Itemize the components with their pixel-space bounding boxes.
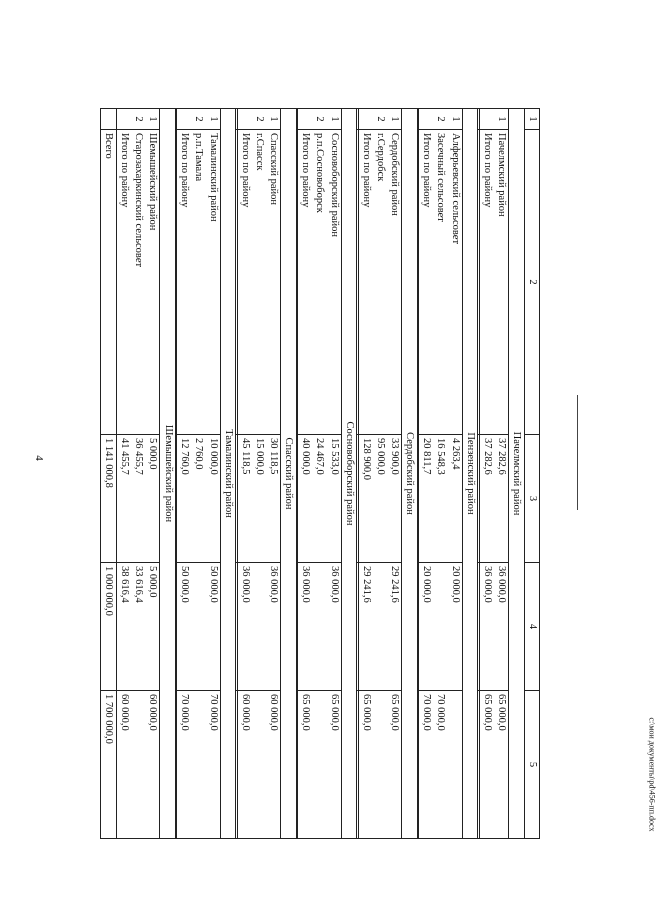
row-value-col5	[312, 691, 326, 839]
row-value-col4: 36 000,0	[494, 563, 509, 691]
row-value-col5: 65 000,0	[494, 691, 509, 839]
row-value-col4	[433, 563, 447, 691]
row-number: 1	[206, 109, 221, 130]
row-name: Итого по району	[237, 130, 252, 435]
table-row	[252, 109, 266, 839]
row-number: 2	[433, 109, 447, 130]
row-value-col3: 40 000,0	[298, 435, 313, 563]
row-value-col5: 65 000,0	[479, 691, 494, 839]
page-number: 4	[32, 455, 45, 461]
row-value-col4: 29 241,6	[387, 563, 402, 691]
row-name: Итого по району	[479, 130, 494, 435]
spacer-cell	[357, 130, 358, 435]
spacer-cell	[236, 691, 237, 839]
section-title: Спасский район	[281, 109, 296, 839]
row-value-col4: 36 000,0	[237, 563, 252, 691]
row-value-col5	[373, 691, 387, 839]
section-title-row	[402, 109, 417, 839]
table-row	[419, 109, 434, 839]
spacer-cell	[296, 563, 297, 691]
spacer-cell	[478, 691, 479, 839]
row-value-col4	[191, 563, 205, 691]
column-header-3: 3	[524, 435, 539, 563]
row-value-col4: 38 616,4	[116, 563, 131, 691]
row-value-col5: 65 000,0	[387, 691, 402, 839]
spacer-cell	[175, 435, 176, 563]
section-title: Тамалинский район	[220, 109, 235, 839]
section-title: Сосновоборский район	[341, 109, 356, 839]
row-name: Итого по району	[358, 130, 373, 435]
section-title-row	[160, 109, 175, 839]
footer-file-path: c:\мои документы\pd\456-пп.docx	[647, 717, 657, 832]
row-number: 1	[494, 109, 509, 130]
spacer-cell	[357, 691, 358, 839]
total-label: Всего	[101, 130, 117, 435]
row-value-col4	[373, 563, 387, 691]
table-row	[358, 109, 373, 839]
section-title: Пачелмский район	[509, 109, 524, 839]
footnote-rule	[577, 395, 578, 510]
table-row	[494, 109, 509, 839]
row-value-col3: 10 000,0	[206, 435, 221, 563]
row-value-col5	[131, 691, 145, 839]
spacer-cell	[357, 563, 358, 691]
row-value-col3: 95 000,0	[373, 435, 387, 563]
row-number	[237, 109, 252, 130]
row-value-col3: 37 282,6	[479, 435, 494, 563]
row-value-col5: 65 000,0	[298, 691, 313, 839]
row-value-col4: 20 000,0	[419, 563, 434, 691]
spacer-cell	[236, 109, 237, 130]
row-value-col3: 37 282,6	[494, 435, 509, 563]
row-value-col3: 20 811,7	[419, 435, 434, 563]
row-number: 2	[373, 109, 387, 130]
table-row	[177, 109, 192, 839]
spacer-cell	[236, 563, 237, 691]
row-value-col4: 33 616,4	[131, 563, 145, 691]
spacer-row	[417, 109, 418, 839]
row-name: Алферьевский сельсовет	[447, 130, 462, 435]
row-value-col3: 12 760,0	[177, 435, 192, 563]
row-name: Итого по району	[419, 130, 434, 435]
spacer-row	[296, 109, 297, 839]
row-name: Старозахаркинский сельсовет	[131, 130, 145, 435]
row-value-col4: 50 000,0	[206, 563, 221, 691]
row-name: Итого по району	[298, 130, 313, 435]
row-value-col4: 20 000,0	[447, 563, 462, 691]
row-value-col4	[312, 563, 326, 691]
row-value-col3: 15 000,0	[252, 435, 266, 563]
spacer-cell	[296, 691, 297, 839]
budget-table-rotated	[100, 108, 540, 838]
row-value-col3: 33 900,0	[387, 435, 402, 563]
row-number: 2	[191, 109, 205, 130]
spacer-cell	[175, 130, 176, 435]
spacer-cell	[478, 109, 479, 130]
row-number: 2	[252, 109, 266, 130]
table-row	[237, 109, 252, 839]
section-title: Пензенский район	[462, 109, 477, 839]
row-value-col5: 70 000,0	[419, 691, 434, 839]
table-header-row	[524, 109, 539, 839]
row-value-col3: 5 000,0	[145, 435, 160, 563]
row-name: Итого по району	[116, 130, 131, 435]
spacer-cell	[417, 130, 418, 435]
spacer-cell	[175, 691, 176, 839]
row-value-col3: 128 900,0	[358, 435, 373, 563]
row-name: р.п.Тамала	[191, 130, 205, 435]
row-value-col5	[252, 691, 266, 839]
row-number: 2	[312, 109, 326, 130]
row-value-col3: 36 455,7	[131, 435, 145, 563]
row-value-col5	[191, 691, 205, 839]
table-row	[191, 109, 205, 839]
row-value-col4: 5 000,0	[145, 563, 160, 691]
row-value-col5: 60 000,0	[266, 691, 281, 839]
spacer-cell	[296, 109, 297, 130]
row-value-col4: 36 000,0	[266, 563, 281, 691]
spacer-cell	[296, 435, 297, 563]
spacer-cell	[417, 563, 418, 691]
row-number	[479, 109, 494, 130]
table-row	[206, 109, 221, 839]
column-header-4: 4	[524, 563, 539, 691]
table-row	[447, 109, 462, 839]
row-value-col5: 65 000,0	[326, 691, 341, 839]
row-value-col4: 36 000,0	[479, 563, 494, 691]
row-value-col3: 4 263,4	[447, 435, 462, 563]
row-value-col3: 24 467,0	[312, 435, 326, 563]
row-name: Шемышейский район	[145, 130, 160, 435]
row-value-col4: 50 000,0	[177, 563, 192, 691]
row-name: г.Сердобск	[373, 130, 387, 435]
row-name: Тамалинский район	[206, 130, 221, 435]
spacer-cell	[417, 691, 418, 839]
spacer-cell	[236, 435, 237, 563]
section-title: Шемышейский район	[160, 109, 175, 839]
row-value-col4	[252, 563, 266, 691]
section-title-row	[509, 109, 524, 839]
row-value-col5: 60 000,0	[116, 691, 131, 839]
row-value-col3: 16 548,3	[433, 435, 447, 563]
table-row	[145, 109, 160, 839]
spacer-cell	[357, 435, 358, 563]
spacer-row	[478, 109, 479, 839]
table-row	[326, 109, 341, 839]
spacer-cell	[478, 435, 479, 563]
spacer-cell	[236, 130, 237, 435]
section-title: Сердобский район	[402, 109, 417, 839]
row-number	[177, 109, 192, 130]
row-number: 2	[131, 109, 145, 130]
total-col3: 1 141 000,8	[101, 435, 117, 563]
section-title-row	[220, 109, 235, 839]
table-row	[312, 109, 326, 839]
column-header-2: 2	[524, 130, 539, 435]
row-name: Пачелмский район	[494, 130, 509, 435]
row-value-col4: 36 000,0	[298, 563, 313, 691]
table-row	[479, 109, 494, 839]
row-value-col5	[447, 691, 462, 839]
budget-table-area	[100, 108, 540, 838]
total-number	[101, 109, 117, 130]
row-value-col5: 60 000,0	[145, 691, 160, 839]
row-value-col5: 60 000,0	[237, 691, 252, 839]
spacer-cell	[357, 109, 358, 130]
row-value-col5: 65 000,0	[358, 691, 373, 839]
row-name: Засечный сельсовет	[433, 130, 447, 435]
row-number: 1	[447, 109, 462, 130]
table-row	[433, 109, 447, 839]
spacer-cell	[417, 435, 418, 563]
row-number: 1	[326, 109, 341, 130]
table-row	[266, 109, 281, 839]
row-name: Сосновоборский район	[326, 130, 341, 435]
table-row	[116, 109, 131, 839]
row-value-col5: 70 000,0	[206, 691, 221, 839]
row-name: Спасский район	[266, 130, 281, 435]
section-title-row	[462, 109, 477, 839]
row-number	[358, 109, 373, 130]
table-row	[131, 109, 145, 839]
spacer-row	[175, 109, 176, 839]
column-header-5: 5	[524, 691, 539, 839]
row-value-col4: 29 241,6	[358, 563, 373, 691]
row-value-col3: 41 455,7	[116, 435, 131, 563]
spacer-cell	[417, 109, 418, 130]
spacer-cell	[478, 130, 479, 435]
row-value-col5: 70 000,0	[433, 691, 447, 839]
total-col5: 1 700 000,0	[101, 691, 117, 839]
section-title-row	[281, 109, 296, 839]
table-row	[373, 109, 387, 839]
row-number: 1	[145, 109, 160, 130]
total-col4: 1 000 000,0	[101, 563, 117, 691]
row-value-col3: 30 118,5	[266, 435, 281, 563]
row-number	[116, 109, 131, 130]
row-name: Сердобский район	[387, 130, 402, 435]
spacer-row	[357, 109, 358, 839]
total-row	[101, 109, 117, 839]
spacer-cell	[296, 130, 297, 435]
section-title-row	[341, 109, 356, 839]
spacer-cell	[175, 109, 176, 130]
row-name: г.Спасск	[252, 130, 266, 435]
row-name: Итого по району	[177, 130, 192, 435]
row-value-col3: 45 118,5	[237, 435, 252, 563]
row-value-col4: 36 000,0	[326, 563, 341, 691]
spacer-cell	[478, 563, 479, 691]
column-header-1: 1	[524, 109, 539, 130]
row-number	[298, 109, 313, 130]
row-value-col5: 70 000,0	[177, 691, 192, 839]
budget-table	[100, 108, 540, 839]
row-number: 1	[266, 109, 281, 130]
table-row	[387, 109, 402, 839]
row-number	[419, 109, 434, 130]
row-value-col3: 2 760,0	[191, 435, 205, 563]
row-name: р.п.Сосновоборск	[312, 130, 326, 435]
table-row	[298, 109, 313, 839]
row-number: 1	[387, 109, 402, 130]
spacer-cell	[175, 563, 176, 691]
row-value-col3: 15 533,0	[326, 435, 341, 563]
spacer-row	[236, 109, 237, 839]
